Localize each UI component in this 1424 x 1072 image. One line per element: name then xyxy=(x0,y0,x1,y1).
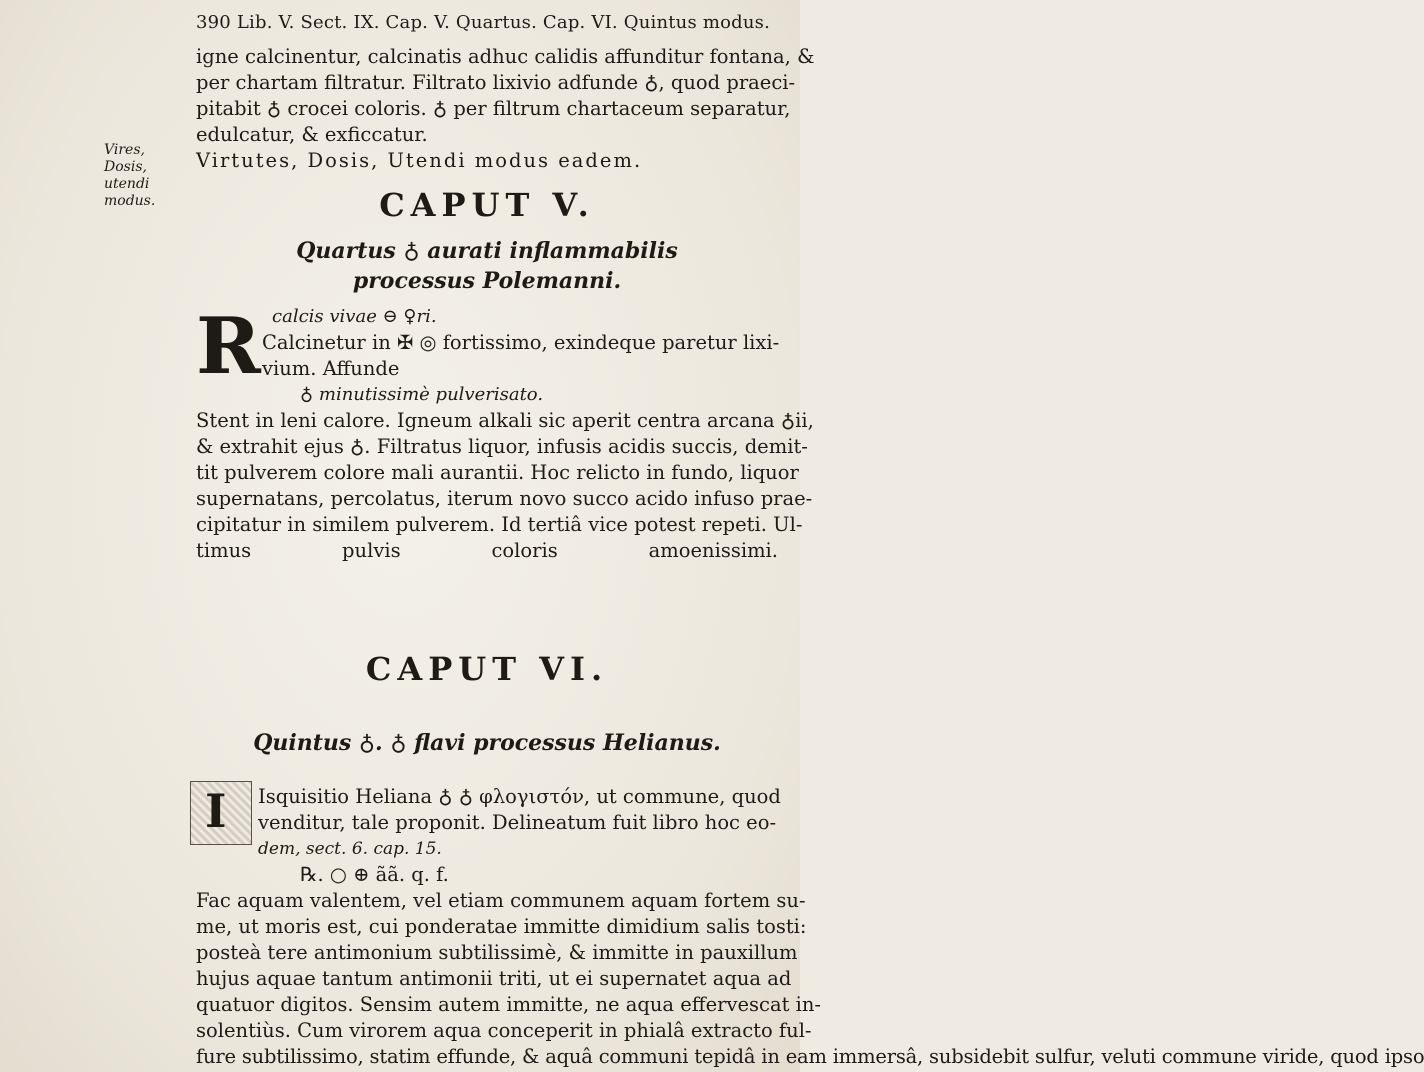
text-line: igne calcinentur, calcinatis adhuc calidis affunditur fontana, & xyxy=(196,45,815,68)
text-line: Isquisitio Heliana ♁ ♁ φλογιστόν, ut commune, quod xyxy=(258,785,781,808)
text-line: edulcatur, & exficcatur. xyxy=(196,123,428,146)
text-line: Fac aquam valentem, vel etiam communem aquam fortem su- xyxy=(196,889,806,912)
margin-note: Vires, Dosis, utendi modus. xyxy=(104,142,156,209)
text-line: & extrahit ejus ♁. Filtratus liquor, infusis acidis succis, demit- xyxy=(196,435,808,458)
text-line: timus pulvis coloris amoenissimi. xyxy=(196,539,778,562)
text-line: hujus aquae tantum antimonii triti, ut ei supernatet aqua ad xyxy=(196,967,792,990)
text-line: Calcinetur in ✠ ◎ fortissimo, exindeque paretur lixi- xyxy=(262,331,780,354)
text-line: me, ut moris est, cui ponderatae immitte dimidium salis tosti: xyxy=(196,915,807,938)
drop-cap: R xyxy=(196,301,261,392)
text-line: quatuor digitos. Sensim autem immitte, ne aqua effervescat in- xyxy=(196,993,822,1016)
text-line: vium. Affunde xyxy=(262,357,400,380)
text-line: supernatans, percolatus, iterum novo succo acido infuso prae- xyxy=(196,487,813,510)
chapter-heading: CAPUT V. xyxy=(379,186,595,224)
chapter-heading: CAPUT VI. xyxy=(365,650,609,688)
running-head: 390 Lib. V. Sect. IX. Cap. V. Quartus. Cap. VI. Quintus modus. xyxy=(196,12,771,33)
text-line: pitabit ♁ crocei coloris. ♁ per filtrum chartaceum separatur, xyxy=(196,97,791,120)
text-line: venditur, tale proponit. Delineatum fuit libro hoc eo- xyxy=(258,811,777,834)
chapter-subtitle: processus Polemanni. xyxy=(352,268,622,294)
recipe-line: calcis vivae ⊖ ♀ri. xyxy=(272,306,437,327)
text-line: solentiùs. Cum virorem aqua conceperit in phialâ extracto ful- xyxy=(196,1019,812,1042)
text-line: fure subtilissimo, statim effunde, & aquâ communi tepidâ in eam immersâ, subsidebit sulfur, veluti commune viride, quod ipso xyxy=(196,1045,1424,1068)
text-line: Virtutes, Dosis, Utendi modus eadem. xyxy=(196,149,643,172)
text-line: per chartam filtratur. Filtrato lixivio adfunde ♁, quod praeci- xyxy=(196,71,796,94)
chapter-subtitle: Quartus ♁ aurati inflammabilis xyxy=(296,238,678,264)
text-line: cipitatur in similem pulverem. Id tertiâ vice potest repeti. Ul- xyxy=(196,513,803,536)
text-line: tit pulverem colore mali aurantii. Hoc relicto in fundo, liquor xyxy=(196,461,799,484)
text-line: Stent in leni calore. Igneum alkali sic aperit centra arcana ♁ii, xyxy=(196,409,814,432)
ornamental-initial: I xyxy=(190,781,252,845)
recipe-line: ♁ minutissimè pulverisato. xyxy=(300,384,544,405)
chapter-subtitle: Quintus ♁. ♁ flavi processus Helianus. xyxy=(253,730,721,756)
text-line: dem, sect. 6. cap. 15. xyxy=(258,839,442,859)
recipe-line: ℞. ○ ⊕ ãã. q. f. xyxy=(300,863,449,886)
text-line: posteà tere antimonium subtilissimè, & immitte in pauxillum xyxy=(196,941,798,964)
